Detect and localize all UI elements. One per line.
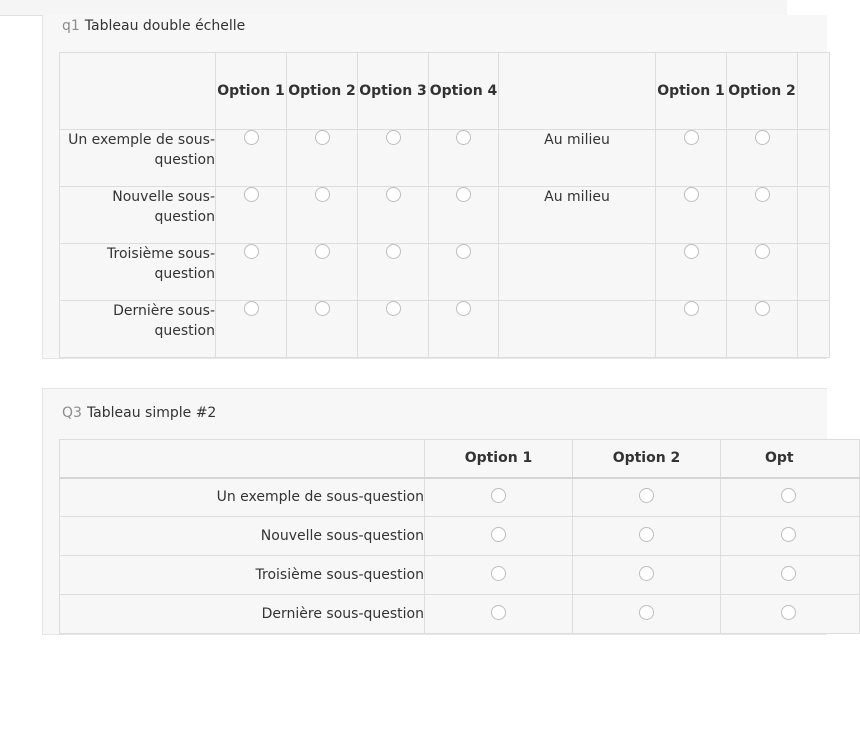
column-header: Opt bbox=[721, 440, 860, 478]
question-q3 bbox=[42, 388, 827, 635]
radio-button[interactable] bbox=[315, 301, 330, 316]
question-text: Tableau simple #2 bbox=[86, 405, 217, 421]
radio-button[interactable] bbox=[315, 244, 330, 259]
column-header: Option 1 bbox=[216, 53, 287, 130]
table-row bbox=[60, 478, 860, 517]
subquestion-label: Troisième sous-question bbox=[60, 244, 216, 301]
question-q1 bbox=[42, 15, 827, 359]
radio-button[interactable] bbox=[456, 244, 471, 259]
radio-button[interactable] bbox=[491, 605, 506, 620]
radio-button[interactable] bbox=[386, 244, 401, 259]
radio-button[interactable] bbox=[491, 527, 506, 542]
radio-button[interactable] bbox=[755, 130, 770, 145]
table-row bbox=[60, 301, 830, 358]
question-title bbox=[62, 405, 216, 421]
subquestion-label: Troisième sous-question bbox=[60, 556, 425, 595]
simple-array-table bbox=[59, 439, 860, 634]
header-empty bbox=[60, 440, 425, 478]
subquestion-label: Nouvelle sous-question bbox=[60, 517, 425, 556]
radio-button[interactable] bbox=[684, 244, 699, 259]
radio-button[interactable] bbox=[315, 187, 330, 202]
radio-button[interactable] bbox=[456, 301, 471, 316]
radio-button[interactable] bbox=[684, 187, 699, 202]
header-empty bbox=[60, 53, 216, 130]
radio-button[interactable] bbox=[386, 187, 401, 202]
radio-button[interactable] bbox=[244, 187, 259, 202]
column-header: Option 2 bbox=[573, 440, 721, 478]
question-title bbox=[62, 18, 245, 34]
radio-button[interactable] bbox=[684, 130, 699, 145]
header-middle-empty bbox=[499, 53, 656, 130]
table-row bbox=[60, 130, 830, 187]
radio-button[interactable] bbox=[386, 301, 401, 316]
column-header: Option 1 bbox=[656, 53, 727, 130]
subquestion-label: Un exemple de sous-question bbox=[60, 130, 216, 187]
table-row bbox=[60, 244, 830, 301]
middle-text: Au milieu bbox=[499, 187, 656, 244]
radio-button[interactable] bbox=[491, 566, 506, 581]
radio-button[interactable] bbox=[781, 527, 796, 542]
middle-text: Au milieu bbox=[499, 130, 656, 187]
subquestion-label: Un exemple de sous-question bbox=[60, 478, 425, 517]
radio-button[interactable] bbox=[244, 244, 259, 259]
column-header: Option 2 bbox=[287, 53, 358, 130]
radio-button[interactable] bbox=[755, 301, 770, 316]
table-row bbox=[60, 556, 860, 595]
radio-button[interactable] bbox=[456, 130, 471, 145]
radio-button[interactable] bbox=[491, 488, 506, 503]
table-row bbox=[60, 517, 860, 556]
radio-button[interactable] bbox=[386, 130, 401, 145]
radio-button[interactable] bbox=[781, 566, 796, 581]
radio-button[interactable] bbox=[755, 187, 770, 202]
radio-button[interactable] bbox=[244, 130, 259, 145]
radio-button[interactable] bbox=[456, 187, 471, 202]
column-header: Option 4 bbox=[429, 53, 499, 130]
table-header-row bbox=[60, 53, 830, 130]
dual-scale-table bbox=[59, 52, 830, 358]
column-header: Option 1 bbox=[425, 440, 573, 478]
column-header: Option 3 bbox=[358, 53, 429, 130]
header-overflow bbox=[798, 53, 830, 130]
radio-button[interactable] bbox=[781, 605, 796, 620]
table-row bbox=[60, 595, 860, 634]
middle-text bbox=[499, 301, 656, 358]
top-bar bbox=[0, 0, 787, 16]
radio-button[interactable] bbox=[639, 527, 654, 542]
question-code: q1 bbox=[62, 18, 80, 34]
subquestion-label: Dernière sous-question bbox=[60, 595, 425, 634]
radio-button[interactable] bbox=[755, 244, 770, 259]
table-header-row bbox=[60, 440, 860, 478]
radio-button[interactable] bbox=[684, 301, 699, 316]
radio-button[interactable] bbox=[639, 605, 654, 620]
radio-button[interactable] bbox=[781, 488, 796, 503]
radio-button[interactable] bbox=[639, 488, 654, 503]
subquestion-label: Dernière sous-question bbox=[60, 301, 216, 358]
middle-text bbox=[499, 244, 656, 301]
column-header: Option 2 bbox=[727, 53, 798, 130]
radio-button[interactable] bbox=[244, 301, 259, 316]
question-text: Tableau double échelle bbox=[84, 18, 246, 34]
radio-button[interactable] bbox=[315, 130, 330, 145]
radio-button[interactable] bbox=[639, 566, 654, 581]
table-row bbox=[60, 187, 830, 244]
subquestion-label: Nouvelle sous-question bbox=[60, 187, 216, 244]
question-code: Q3 bbox=[62, 405, 82, 421]
